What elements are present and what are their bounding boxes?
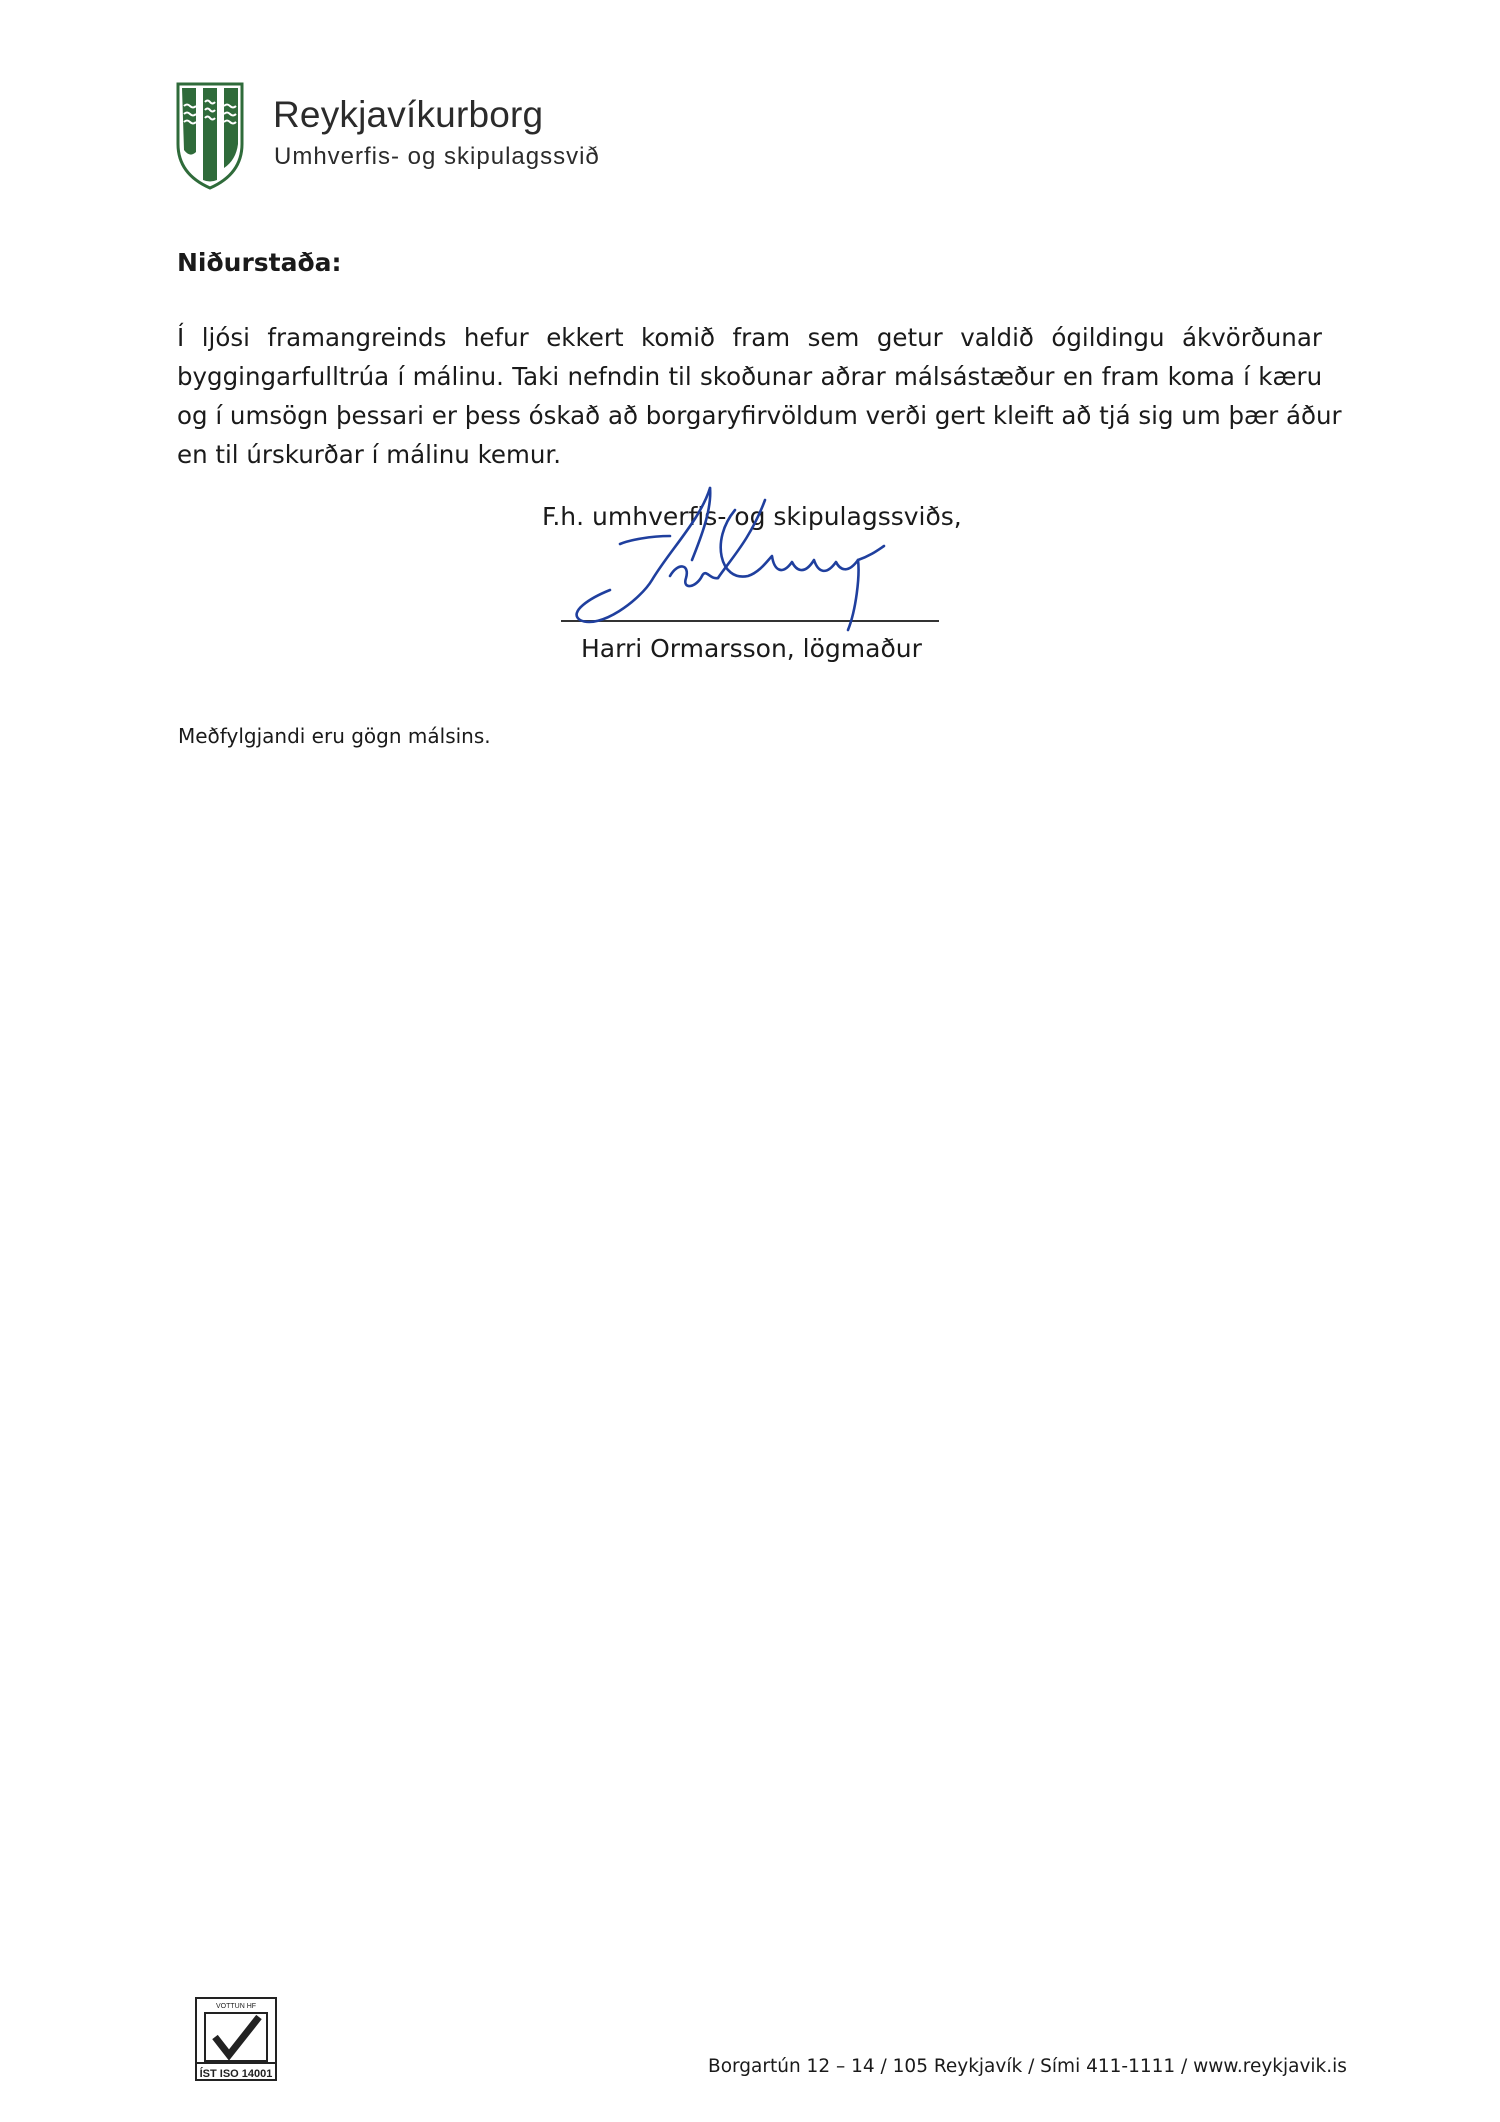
- attachments-note: Meðfylgjandi eru gögn málsins.: [178, 724, 491, 748]
- paragraph-line: byggingarfulltrúa í málinu. Taki nefndin til skoðunar aðrar málsástæður en fram koma í kæru: [177, 362, 1323, 391]
- footer-contact: Borgartún 12 – 14 / 105 Reykjavík / Sími 411-1111 / www.reykjavik.is: [708, 2056, 1347, 2077]
- cert-top-text: VOTTUN HF: [215, 2003, 257, 2010]
- conclusion-paragraph: [177, 318, 1342, 474]
- reykjavik-crest-icon: [176, 82, 244, 190]
- iso-14001-check-icon: [195, 1997, 277, 2081]
- paragraph-line: og í umsögn þessari er þess óskað að borgaryfirvöldum verði gert kleift að tjá sig um þær áður: [177, 401, 1342, 430]
- section-heading: Niðurstaða:: [177, 248, 342, 277]
- signatory-name: Harri Ormarsson, lögmaður: [581, 634, 922, 663]
- cert-bottom-text: ÍST ISO 14001: [199, 2068, 273, 2080]
- paragraph-line: en til úrskurðar í málinu kemur.: [177, 440, 561, 469]
- organization-name: Reykjavíkurborg: [273, 94, 544, 135]
- closing-line: F.h. umhverfis- og skipulagssviðs,: [542, 502, 962, 531]
- paragraph-line: Í ljósi framangreinds hefur ekkert komið fram sem getur valdið ógildingu ákvörðunar: [177, 323, 1322, 352]
- department-name: Umhverfis- og skipulagssvið: [274, 143, 600, 170]
- handwritten-signature: [560, 480, 920, 650]
